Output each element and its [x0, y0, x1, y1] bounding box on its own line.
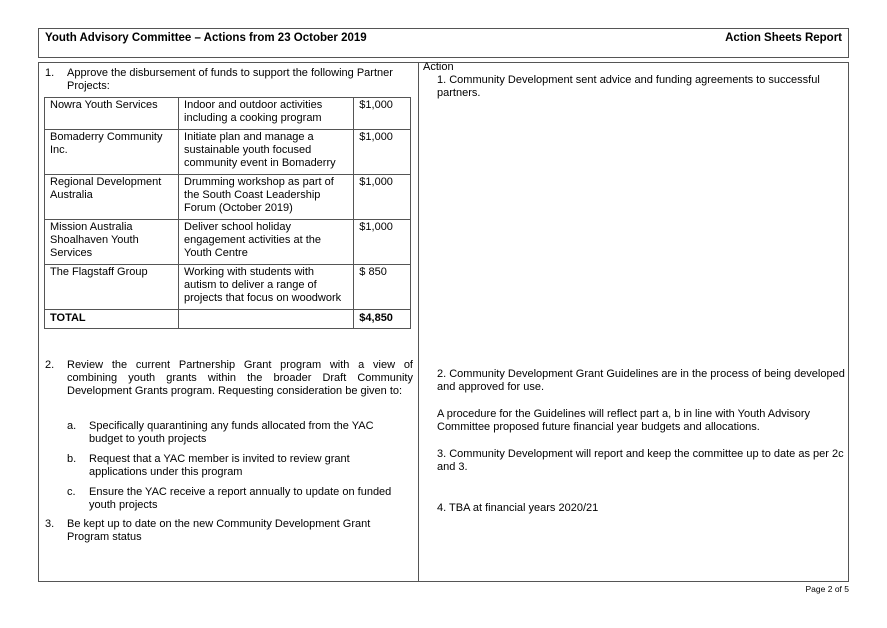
amount-cell: $ 850: [354, 265, 411, 310]
table-row: [45, 265, 411, 310]
desc-cell: Drumming workshop as part of the South Coast Leadership Forum (October 2019): [179, 175, 354, 220]
sub-label: b.: [67, 453, 77, 465]
report-title: Youth Advisory Committee – Actions from 23 October 2019: [45, 32, 367, 44]
report-type: Action Sheets Report: [725, 32, 842, 44]
sub-text: Specifically quarantining any funds allocated from the YAC budget to youth projects: [89, 420, 374, 445]
item-text: Review the current Partnership Grant program with a view of combining youth grants within the broader Draft Community Development Grants program. Requesting consideration be given to:: [67, 359, 413, 397]
action-heading: Action: [423, 61, 454, 73]
sub-item-a: [67, 420, 397, 446]
desc-cell: Indoor and outdoor activities including a cooking program: [179, 98, 354, 130]
action-1: 1. Community Development sent advice and funding agreements to successful partners.: [437, 74, 820, 99]
report-header: [38, 28, 849, 58]
org-cell: Mission Australia Shoalhaven Youth Services: [45, 220, 179, 265]
amount-cell: $1,000: [354, 130, 411, 175]
desc-cell: Working with students with autism to deliver a range of projects that focus on woodwork: [179, 265, 354, 310]
empty-cell: [179, 310, 354, 329]
item-text: Approve the disbursement of funds to support the following Partner Projects:: [67, 67, 393, 92]
item-number: 2.: [45, 359, 55, 371]
sub-text: Ensure the YAC receive a report annually to update on funded youth projects: [89, 486, 392, 511]
amount-cell: $1,000: [354, 220, 411, 265]
resolution-item-3: [45, 518, 413, 544]
org-cell: The Flagstaff Group: [45, 265, 179, 310]
sub-item-b: [67, 453, 397, 479]
org-cell: Nowra Youth Services: [45, 98, 179, 130]
grants-table: [44, 97, 411, 329]
resolution-item-2: [45, 359, 413, 398]
action-column: [419, 63, 849, 581]
action-3: 3. Community Development will report and keep the committee up to date as per 2c and 3.: [437, 448, 844, 473]
resolution-column: [39, 63, 418, 581]
total-amount: $4,850: [354, 310, 411, 329]
resolution-item-1: [45, 67, 415, 93]
actions-table: [38, 62, 849, 582]
org-cell: Bomaderry Community Inc.: [45, 130, 179, 175]
table-row: [45, 220, 411, 265]
table-row: [45, 130, 411, 175]
sub-text: Request that a YAC member is invited to review grant applications under this program: [89, 453, 350, 478]
total-row: [45, 310, 411, 329]
table-row: [45, 98, 411, 130]
sub-item-c: [67, 486, 397, 512]
desc-cell: Deliver school holiday engagement activities at the Youth Centre: [179, 220, 354, 265]
desc-cell: Initiate plan and manage a sustainable youth focused community event in Bomaderry: [179, 130, 354, 175]
amount-cell: $1,000: [354, 98, 411, 130]
page-number: Page 2 of 5: [805, 584, 849, 594]
table-row: [45, 175, 411, 220]
action-2: 2. Community Development Grant Guidelines are in the process of being developed and approved for use.: [437, 368, 845, 393]
sub-label: a.: [67, 420, 77, 432]
item-text: Be kept up to date on the new Community Development Grant Program status: [67, 518, 371, 543]
amount-cell: $1,000: [354, 175, 411, 220]
org-cell: Regional Development Australia: [45, 175, 179, 220]
item-number: 3.: [45, 518, 55, 530]
sub-label: c.: [67, 486, 76, 498]
action-2-procedure: A procedure for the Guidelines will reflect part a, b in line with Youth Advisory Committee proposed future financial year budgets and allocations.: [437, 408, 810, 433]
item-number: 1.: [45, 67, 55, 79]
action-4: 4. TBA at financial years 2020/21: [437, 502, 599, 514]
total-label: TOTAL: [45, 310, 179, 329]
